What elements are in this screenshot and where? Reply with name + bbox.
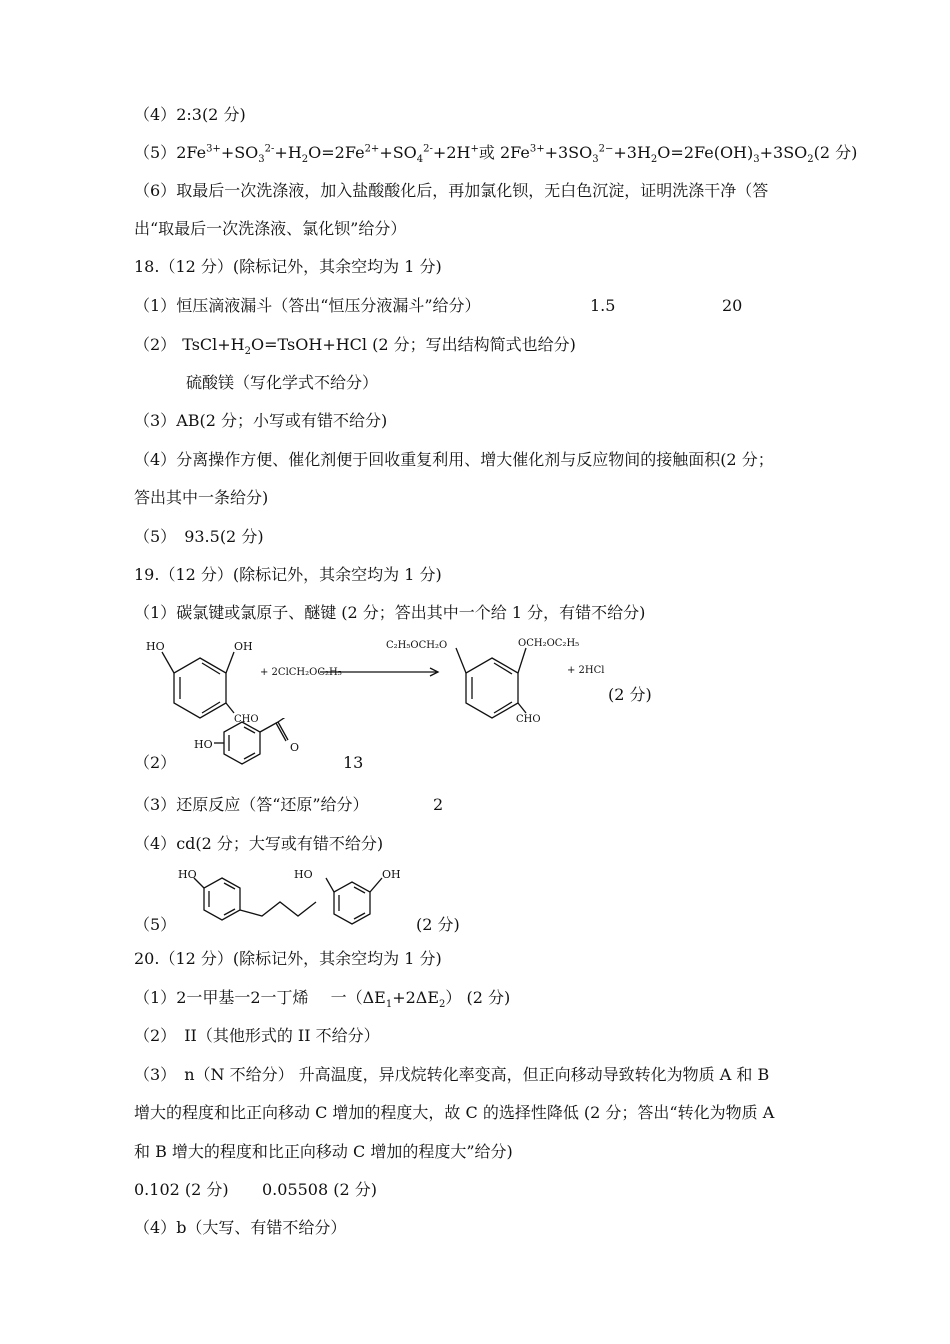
q18-part4-line2: 答出其中一条给分) xyxy=(134,488,269,507)
q19-part2-number: （2） xyxy=(134,753,177,772)
answer-text: 分离操作方便、催化剂便于回收重复利用、增大催化剂与反应物间的接触面积(2 分； xyxy=(176,450,774,469)
expr-sub: 1 xyxy=(385,999,393,1011)
eq-seg: O=2Fe xyxy=(308,143,365,162)
eq-sub: 2 xyxy=(301,154,309,166)
q19-part2-value: 13 xyxy=(343,753,364,772)
eq-seg: O=TsOH+HCl (2 分；写出结构简式也给分) xyxy=(251,335,576,354)
q18-part4-line1 xyxy=(134,449,774,471)
q20-part3-value2: 0.05508 (2 分) xyxy=(262,1180,378,1199)
part-number: （4） xyxy=(134,450,177,469)
part-number: （1） xyxy=(134,988,177,1007)
product-left-group: C₂H₅OCH₂O xyxy=(386,640,448,651)
answer-text: II（其他形式的 II 不给分） xyxy=(184,1026,380,1045)
part-number: （2） xyxy=(134,335,177,354)
q19-part5-number: （5） xyxy=(134,915,177,934)
expr-seg: ） (2 分) xyxy=(445,988,511,1007)
eq-sub: 3 xyxy=(592,154,599,166)
q19-part4 xyxy=(134,833,383,855)
rxn-score: (2 分) xyxy=(608,685,652,704)
eq-sup: 2- xyxy=(264,143,275,155)
q20-part4 xyxy=(134,1217,346,1239)
answer-text: n（N 不给分） 升高温度，异戊烷转化率变高，但正向移动导致转化为物质 A 和 B xyxy=(184,1065,770,1084)
reactant-structure xyxy=(146,640,259,725)
byproduct-label: + 2HCl xyxy=(567,665,605,676)
q17-part6-line1 xyxy=(134,180,768,202)
reaction-scheme xyxy=(130,630,690,725)
eq-seg: TsCl+H xyxy=(182,335,245,354)
eq-sup: 2− xyxy=(598,143,614,155)
part-number: （1） xyxy=(134,603,177,622)
eq-seg: +3H xyxy=(613,143,651,162)
part2-ho: HO xyxy=(194,738,213,751)
eq-seg: O=2Fe(OH) xyxy=(657,143,754,162)
q20-part3-line2: 增大的程度和比正向移动 C 增加的程度大，故 C 的选择性降低 (2 分；答出“转化为物质 A xyxy=(134,1103,775,1122)
eq-seg: +SO xyxy=(220,143,259,162)
answer-text: b（大写、有错不给分） xyxy=(176,1218,347,1237)
part-number: （1） xyxy=(134,296,177,315)
eq-sup: + xyxy=(470,143,479,155)
q18-part3 xyxy=(134,410,387,432)
eq-seg: 或 2Fe xyxy=(478,143,530,162)
eq-sub: 2 xyxy=(650,154,658,166)
part-number: （4） xyxy=(134,105,177,124)
expr-seg: +2ΔE xyxy=(392,988,440,1007)
part-number: （5） xyxy=(134,527,177,546)
eq-seg: +H xyxy=(274,143,302,162)
reactant-oh: OH xyxy=(234,640,253,653)
q20-heading: 20.（12 分）(除标记外，其余空均为 1 分) xyxy=(134,949,442,968)
q20-part3-value1: 0.102 (2 分) xyxy=(134,1180,229,1199)
eq-seg: +SO xyxy=(379,143,417,162)
q18-part1-value1: 1.5 xyxy=(590,296,616,315)
part5-ho-left: HO xyxy=(178,868,197,881)
eq-sup: 3+ xyxy=(529,143,545,155)
part-number: （4） xyxy=(134,834,177,853)
expr-seg: 一（ΔE xyxy=(330,988,386,1007)
reagent-label: + 2ClCH₂OC₂H₅ xyxy=(260,667,342,678)
part2-o: O xyxy=(290,741,300,754)
answer-text: 还原反应（答“还原”给分） xyxy=(176,795,369,814)
q19-part3-value: 2 xyxy=(433,795,444,814)
q19-part2-structure xyxy=(190,718,320,768)
eq-seg: 2Fe xyxy=(176,143,207,162)
eq-sup: 2+ xyxy=(364,143,380,155)
q19-part5-structure xyxy=(170,862,420,932)
eq-seg: (2 分) xyxy=(813,143,858,162)
q19-part5-score: (2 分) xyxy=(416,915,460,934)
q20-part3-line3: 和 B 增大的程度和比正向移动 C 增加的程度大”给分) xyxy=(134,1142,513,1161)
answer-text: cd(2 分；大写或有错不给分) xyxy=(176,834,384,853)
q17-part6-line2: 出“取最后一次洗涤液、氯化钡”给分） xyxy=(134,219,407,238)
answer-text: 取最后一次洗涤液，加入盐酸酸化后，再加氯化钡，无白色沉淀，证明洗涤干净（答 xyxy=(176,181,769,200)
answer-text: 恒压滴液漏斗（答出“恒压分液漏斗”给分） xyxy=(176,296,481,315)
part-number: （3） xyxy=(134,795,177,814)
part-number: （6） xyxy=(134,181,177,200)
q19-part3 xyxy=(134,794,369,816)
q19-part1 xyxy=(134,602,645,624)
eq-sub: 3 xyxy=(258,154,265,166)
q18-part1-value2: 20 xyxy=(722,296,743,315)
product-structure xyxy=(386,638,579,725)
answer-text: 93.5(2 分) xyxy=(184,527,264,546)
q18-part5 xyxy=(134,526,264,548)
part-number: （3） xyxy=(134,1065,177,1084)
reactant-cho: CHO xyxy=(234,714,259,725)
eq-seg: +3SO xyxy=(759,143,808,162)
product-right-group: OCH₂OC₂H₅ xyxy=(518,638,580,649)
eq-sup: 2- xyxy=(423,143,433,155)
part-number: （2） xyxy=(134,1026,177,1045)
q17-part4 xyxy=(134,104,246,126)
part5-oh-right: OH xyxy=(382,868,401,881)
expr-sub: 2 xyxy=(439,999,446,1011)
q18-part2 xyxy=(134,334,576,356)
eq-sub: 4 xyxy=(416,154,424,166)
product-cho: CHO xyxy=(516,714,541,725)
answer-text: 2:3(2 分) xyxy=(176,105,246,124)
answer-text: 碳氯键或氯原子、醚键 (2 分；答出其中一个给 1 分，有错不给分) xyxy=(176,603,646,622)
eq-sub: 2 xyxy=(807,154,814,166)
reactant-ho: HO xyxy=(146,640,165,653)
eq-sup: 3+ xyxy=(206,143,221,155)
part5-ho-mid: HO xyxy=(294,868,313,881)
part-number: （5） xyxy=(134,143,177,162)
q20-part1 xyxy=(134,987,510,1009)
q18-part2-line2: 硫酸镁（写化学式不给分） xyxy=(186,373,379,392)
part-number: （3） xyxy=(134,411,177,430)
q18-part1 xyxy=(134,295,481,317)
part-number: （4） xyxy=(134,1218,177,1237)
q20-part3-line1 xyxy=(134,1064,769,1086)
answer-text: AB(2 分；小写或有错不给分) xyxy=(176,411,388,430)
eq-seg: +2H xyxy=(432,143,471,162)
eq-sub: 2 xyxy=(244,346,251,358)
q18-heading: 18.（12 分）(除标记外，其余空均为 1 分) xyxy=(134,257,442,276)
q19-heading: 19.（12 分）(除标记外，其余空均为 1 分) xyxy=(134,565,442,584)
answer-text: 2一甲基一2一丁烯 xyxy=(176,988,309,1007)
eq-sub: 3 xyxy=(753,154,760,166)
eq-seg: +3SO xyxy=(544,143,593,162)
q20-part2 xyxy=(134,1025,380,1047)
q17-part5-equation xyxy=(134,142,857,164)
